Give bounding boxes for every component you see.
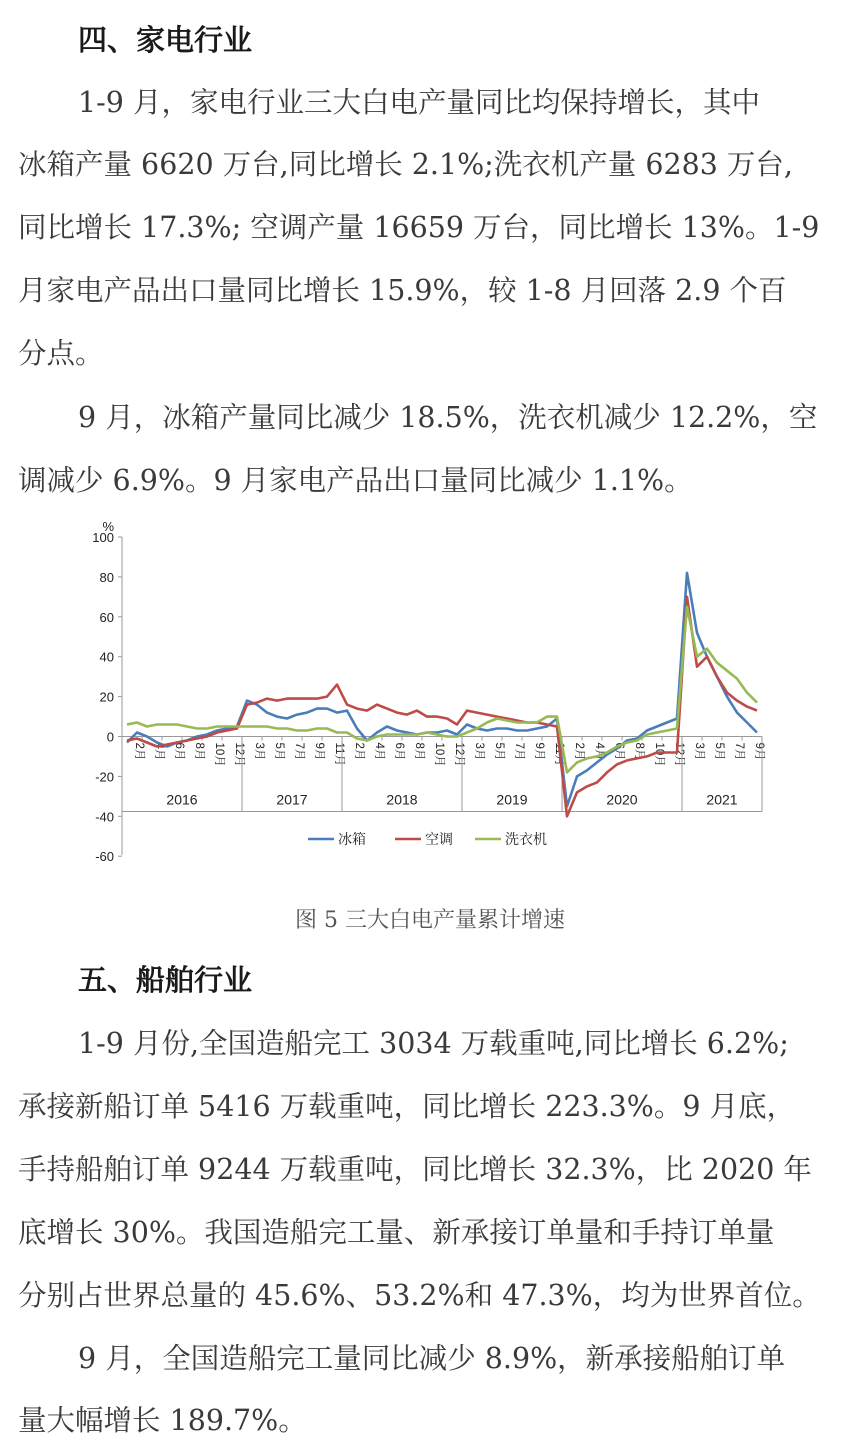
- paragraph-line: 手持船舶订单 9244 万载重吨，同比增长 32.3%，比 2020 年: [18, 1153, 812, 1186]
- year-label: 2018: [386, 791, 418, 808]
- paragraph-line: 冰箱产量 6620 万台,同比增长 2.1%;洗衣机产量 6283 万台,: [18, 148, 793, 181]
- section-heading-shipbuilding: 五、船舶行业: [78, 963, 253, 997]
- y-tick-label: -40: [95, 809, 114, 825]
- paragraph-line: 月家电产品出口量同比增长 15.9%，较 1-8 月回落 2.9 个百: [18, 274, 787, 307]
- x-tick-label: 8月: [633, 742, 645, 761]
- year-label: 2020: [606, 791, 638, 808]
- x-tick-label: 2月: [133, 742, 145, 761]
- year-label: 2021: [706, 791, 738, 808]
- x-tick-label: 3月: [693, 742, 705, 761]
- paragraph-line: 分点。: [18, 337, 104, 370]
- y-tick-label: 60: [99, 609, 114, 625]
- x-tick-label: 12月: [673, 742, 685, 767]
- chart-svg: [70, 510, 790, 870]
- y-tick-label: -20: [95, 769, 114, 785]
- paragraph-line: 1-9 月份,全国造船完工 3034 万载重吨,同比增长 6.2%;: [78, 1027, 789, 1060]
- paragraph-line: 调减少 6.9%。9 月家电产品出口量同比减少 1.1%。: [18, 464, 693, 497]
- paragraph-line: 9 月，冰箱产量同比减少 18.5%，洗衣机减少 12.2%，空: [78, 401, 818, 434]
- paragraph-line: 底增长 30%。我国造船完工量、新承接订单量和手持订单量: [18, 1216, 775, 1249]
- x-tick-label: 9月: [753, 742, 765, 761]
- series-line: [127, 597, 757, 817]
- x-tick-label: 10月: [213, 742, 225, 767]
- paragraph-line: 承接新船订单 5416 万载重吨，同比增长 223.3%。9 月底，: [18, 1090, 796, 1123]
- y-tick-label: -60: [95, 849, 114, 865]
- section-heading-appliances: 四、家电行业: [78, 23, 253, 57]
- y-tick-label: 100: [92, 530, 114, 545]
- x-tick-label: 12月: [233, 742, 245, 767]
- x-tick-label: 11月: [553, 742, 565, 766]
- x-tick-label: 5月: [493, 742, 505, 761]
- x-tick-label: 3月: [253, 742, 265, 761]
- x-tick-label: 4月: [153, 742, 165, 761]
- x-tick-label: 6月: [393, 742, 405, 761]
- x-tick-label: 2月: [573, 742, 585, 761]
- x-tick-label: 8月: [413, 742, 425, 761]
- x-tick-label: 7月: [733, 742, 745, 761]
- x-tick-label: 8月: [193, 742, 205, 761]
- legend-label: 冰箱: [338, 831, 366, 847]
- series-line: [127, 573, 757, 806]
- year-label: 2019: [496, 791, 528, 808]
- y-tick-label: 20: [99, 689, 114, 705]
- x-tick-label: 6月: [613, 742, 625, 761]
- x-tick-label: 10月: [433, 742, 445, 767]
- x-tick-label: 7月: [513, 742, 525, 761]
- year-label: 2016: [166, 791, 198, 808]
- figure-caption: 图 5 三大白电产量累计增速: [295, 908, 565, 933]
- x-tick-label: 5月: [273, 742, 285, 761]
- y-axis-unit-label: %: [102, 519, 114, 534]
- x-tick-label: 10月: [653, 742, 665, 767]
- x-tick-label: 11月: [333, 742, 345, 766]
- y-tick-label: 80: [99, 569, 114, 585]
- y-tick-label: 40: [99, 649, 114, 665]
- x-tick-label: 9月: [313, 742, 325, 761]
- x-tick-label: 3月: [473, 742, 485, 761]
- paragraph-line: 9 月，全国造船完工量同比减少 8.9%，新承接船舶订单: [78, 1342, 786, 1375]
- x-tick-label: 7月: [293, 742, 305, 761]
- paragraph-line: 1-9 月，家电行业三大白电产量同比均保持增长，其中: [78, 86, 760, 119]
- x-tick-label: 12月: [453, 742, 465, 767]
- paragraph-line: 同比增长 17.3%; 空调产量 16659 万台，同比增长 13%。1-9: [18, 211, 820, 244]
- x-tick-label: 6月: [173, 742, 185, 761]
- legend-label: 空调: [425, 831, 453, 847]
- y-tick-label: 0: [106, 729, 114, 745]
- line-chart: [70, 510, 790, 870]
- x-tick-label: 4月: [593, 742, 605, 761]
- x-tick-label: 5月: [713, 742, 725, 761]
- paragraph-line: 分别占世界总量的 45.6%、53.2%和 47.3%，均为世界首位。: [18, 1279, 821, 1312]
- paragraph-line: 量大幅增长 189.7%。: [18, 1404, 307, 1437]
- x-tick-label: 4月: [373, 742, 385, 761]
- x-tick-label: 2月: [353, 742, 365, 761]
- year-label: 2017: [276, 791, 308, 808]
- legend-label: 洗衣机: [505, 831, 547, 847]
- x-tick-label: 9月: [533, 742, 545, 761]
